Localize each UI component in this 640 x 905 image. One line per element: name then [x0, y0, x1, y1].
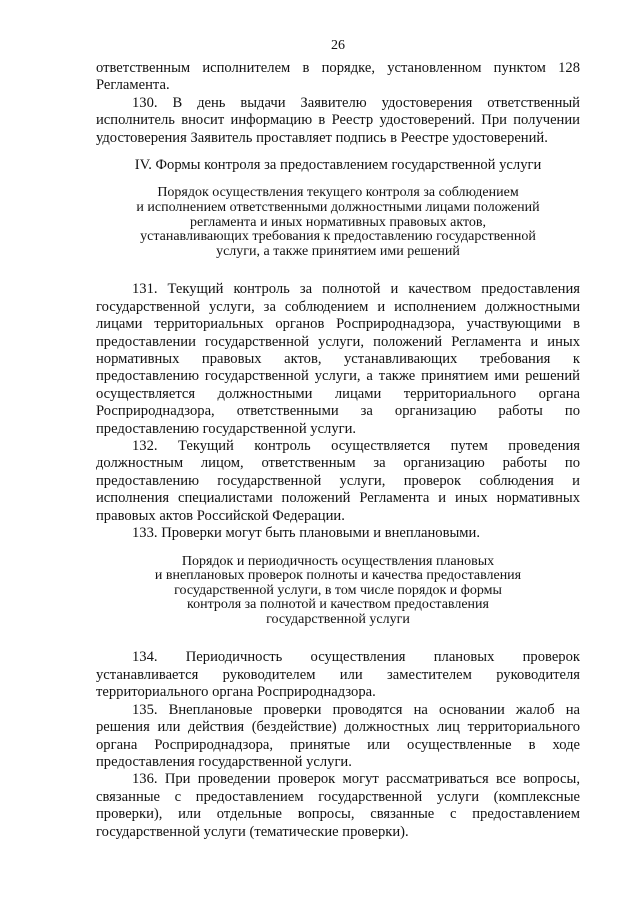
subheading-line: услуги, а также принятием ими решений — [216, 243, 460, 259]
paragraph-135: 135. Внеплановые проверки проводятся на основании жалоб на решения или действия (бездействие) должностных лиц территориального органа Росприроднадзора, принятые или осуществленные в ходе предоставления государственной услуги. — [96, 701, 580, 770]
subheading-line: Порядок осуществления текущего контроля за соблюдением — [157, 185, 519, 201]
subheading-line: и исполнением ответственными должностными лицами положений — [136, 200, 540, 216]
subheading-line: и внеплановых проверок полноты и качества предоставления — [154, 568, 522, 584]
subheading-line: Порядок и периодичность осуществления плановых — [181, 553, 495, 569]
subheading-line: государственной услуги, в том числе порядок и формы — [174, 582, 502, 598]
subheading-line: устанавливающих требования к предоставлению государственной — [140, 229, 536, 245]
section-title: IV. Формы контроля за предоставлением государственной услуги — [134, 157, 542, 174]
paragraph-continuation: ответственным исполнителем в порядке, установленном пунктом 128 Регламента. — [96, 60, 580, 94]
paragraph-131: 131. Текущий контроль за полнотой и качеством предоставления государственной услуги, за соблюдением и исполнением должностными лицами территориальных органов Росприроднадзора, участвующими в предоставлении государственной услуги, положений Регламента и иных нормативных правовых актов, устанавливающих требования к предоставлению государственной услуги, а также принятием ими решений осуществляется должностными лицами территориального органа Росприроднадзора, ответственными за организацию работы по предоставлению государственной услуги. — [96, 281, 580, 437]
subheading-current-control — [96, 186, 580, 259]
page-number: 26 — [331, 38, 345, 53]
subheading-line: регламента и иных нормативных правовых актов, — [189, 214, 487, 230]
subheading-line: государственной услуги — [266, 611, 410, 627]
paragraph-133: 133. Проверки могут быть плановыми и внеплановыми. — [132, 525, 480, 542]
paragraph-132: 132. Текущий контроль осуществляется путем проведения должностным лицом, ответственным за организацию работы по предоставлению государственной услуги, проверок соблюдения и исполнения специалистами положений Регламента и иных нормативных правовых актов Российской Федерации. — [96, 438, 580, 524]
subheading-inspections — [96, 555, 580, 628]
paragraph-130: 130. В день выдачи Заявителю удостоверения ответственный исполнитель вносит информацию в Реестр удостоверений. При получении удостоверения Заявитель проставляет подпись в Реестре удостоверений. — [96, 94, 580, 146]
paragraph-136: 136. При проведении проверок могут рассматриваться все вопросы, связанные с предоставлением государственной услуги (комплексные проверки), или отдельные вопросы, связанные с предоставлением государственной услуги (тематические проверки). — [96, 771, 580, 840]
subheading-line: контроля за полнотой и качеством предоставления — [187, 597, 489, 613]
paragraph-134: 134. Периодичность осуществления плановых проверок устанавливается руководителем или заместителем руководителя территориального органа Росприроднадзора. — [96, 649, 580, 701]
